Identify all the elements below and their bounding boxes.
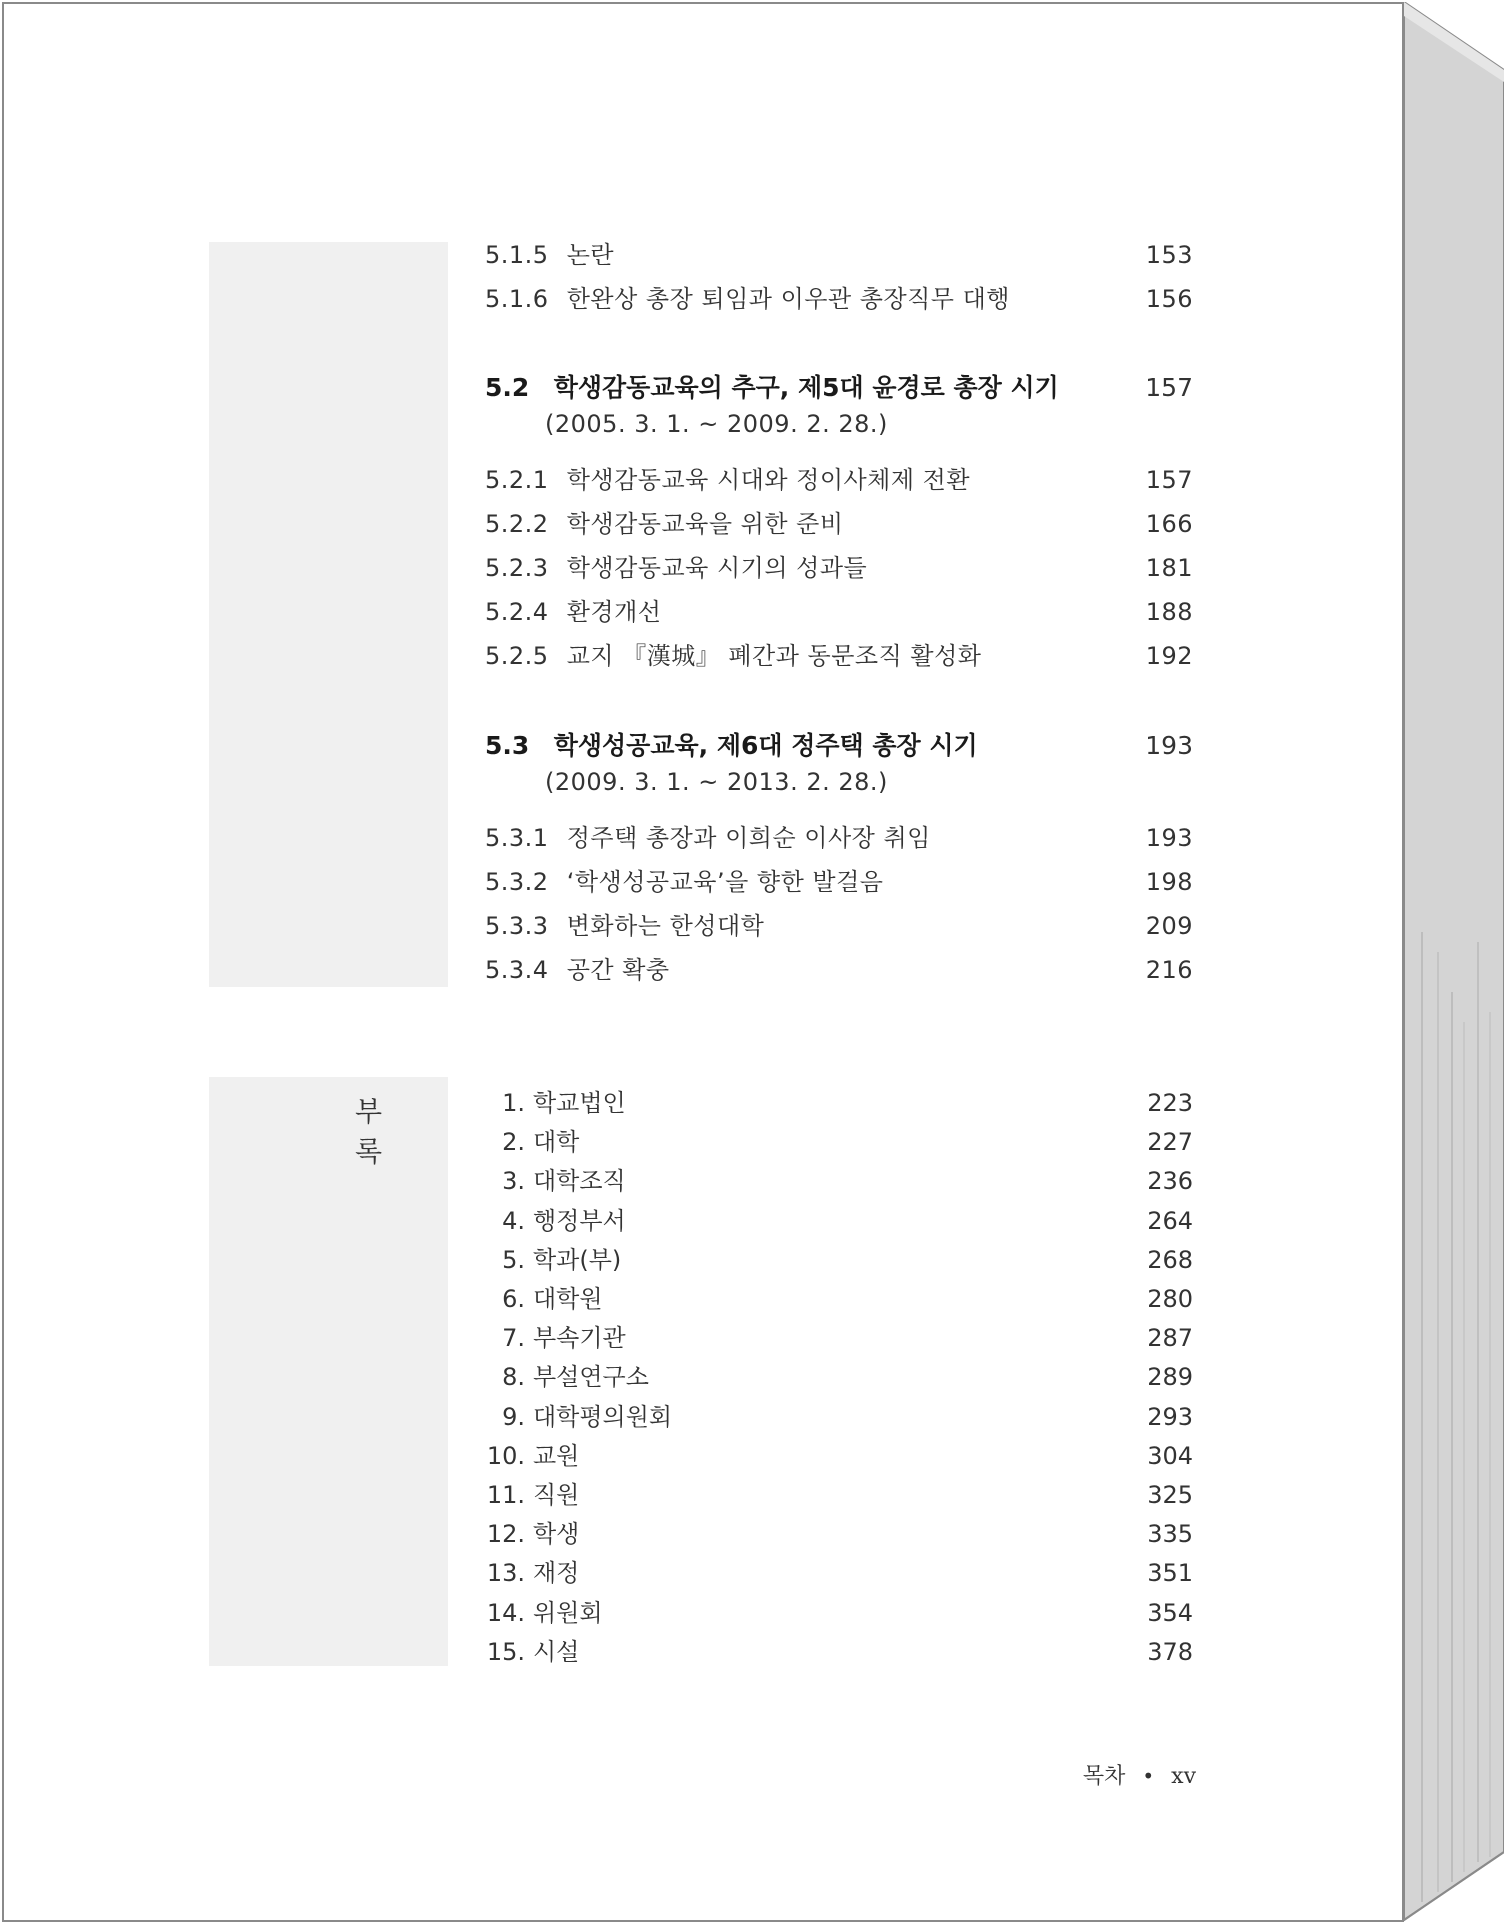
entry-number: 2. (502, 1128, 525, 1157)
appendix-label: 부록 (355, 1095, 401, 1168)
entry-page: 351 (1147, 1559, 1193, 1588)
toc-entry-5-3-3[interactable] (485, 908, 1193, 944)
entry-number: 11. (486, 1481, 525, 1509)
entry-number: 6. (502, 1285, 525, 1313)
entry-number: 5. (502, 1245, 525, 1274)
section-title: 학생감동교육의 추구, 제5대 윤경로 총장 시기 (553, 373, 1059, 402)
entry-title: 대학원 (533, 1285, 603, 1313)
entry-title: 위원회 (533, 1598, 603, 1627)
entry-page: 264 (1147, 1206, 1193, 1235)
entry-number: 7. (502, 1324, 525, 1353)
entry-page: 153 (1145, 241, 1193, 269)
entry-number: 5.1.6 (485, 285, 549, 313)
entry-number: 5.3.4 (485, 956, 549, 984)
toc-entry-5-2-3[interactable] (485, 550, 1193, 586)
appendix-entry[interactable] (485, 1477, 1193, 1513)
toc-entry-5-1-6[interactable] (485, 281, 1193, 317)
footer-label: 목차 (1082, 1764, 1126, 1789)
entry-page: 289 (1147, 1363, 1193, 1392)
entry-number: 8. (502, 1363, 525, 1392)
entry-number: 5.3.3 (485, 912, 549, 940)
appendix-entry[interactable] (485, 1085, 1193, 1121)
entry-title: 부속기관 (533, 1324, 626, 1353)
section-period: (2005. 3. 1. ~ 2009. 2. 28.) (545, 410, 888, 438)
entry-title: 변화하는 한성대학 (566, 912, 765, 940)
footer-bullet: • (1142, 1764, 1155, 1788)
entry-page: 287 (1147, 1324, 1193, 1353)
entry-title: 학생 (533, 1520, 580, 1549)
entry-title: 재정 (533, 1559, 580, 1588)
toc-entry-5-1-5[interactable] (485, 237, 1193, 273)
entry-page: 157 (1145, 466, 1193, 494)
entry-page: 223 (1147, 1089, 1193, 1117)
entry-title: 직원 (533, 1481, 580, 1509)
entry-number: 3. (502, 1167, 525, 1196)
entry-page: 192 (1145, 642, 1193, 670)
entry-page: 335 (1147, 1520, 1193, 1549)
entry-number: 4. (502, 1206, 525, 1235)
entry-number: 5.2.5 (485, 642, 549, 670)
entry-number: 5.2.3 (485, 554, 549, 582)
toc-section-5-2[interactable] (485, 368, 1193, 408)
entry-number: 5.3.1 (485, 824, 549, 852)
appendix-entry[interactable] (485, 1595, 1193, 1631)
entry-page: 209 (1145, 912, 1193, 940)
entry-title: 학교법인 (533, 1089, 626, 1117)
toc-entry-5-2-2[interactable] (485, 506, 1193, 542)
entry-title: 대학 (533, 1128, 580, 1157)
toc-entry-5-3-1[interactable] (485, 820, 1193, 856)
toc-entry-5-3-2[interactable] (485, 864, 1193, 900)
toc-section-5-3[interactable] (485, 726, 1193, 766)
appendix-entry[interactable] (485, 1555, 1193, 1591)
toc-entry-5-3-4[interactable] (485, 952, 1193, 988)
entry-number: 5.2.4 (485, 598, 549, 626)
entry-title: 학생감동교육 시기의 성과들 (566, 554, 868, 582)
toc-entry-5-2-1[interactable] (485, 462, 1193, 498)
entry-page: 325 (1147, 1481, 1193, 1509)
entry-title: 교원 (533, 1441, 580, 1470)
appendix-entry[interactable] (485, 1438, 1193, 1474)
section-page: 157 (1145, 373, 1193, 402)
entry-number: 14. (486, 1598, 525, 1627)
entry-page: 280 (1147, 1285, 1193, 1313)
entry-page: 188 (1145, 598, 1193, 626)
entry-number: 1. (502, 1089, 525, 1117)
appendix-entry[interactable] (485, 1242, 1193, 1278)
entry-title: 시설 (533, 1637, 580, 1666)
entry-title: 정주택 총장과 이희순 이사장 취임 (566, 824, 931, 852)
footer-page-number: xv (1171, 1764, 1196, 1789)
entry-title: 한완상 총장 퇴임과 이우관 총장직무 대행 (566, 285, 1010, 313)
entry-page: 198 (1145, 868, 1193, 896)
toc-entry-5-2-4[interactable] (485, 594, 1193, 630)
entry-page: 236 (1147, 1167, 1193, 1196)
appendix-entry[interactable] (485, 1399, 1193, 1435)
appendix-entry[interactable] (485, 1634, 1193, 1670)
entry-number: 9. (502, 1402, 525, 1431)
entry-page: 156 (1145, 285, 1193, 313)
appendix-entry[interactable] (485, 1281, 1193, 1317)
entry-title: 교지 『漢城』 폐간과 동문조직 활성화 (566, 642, 982, 670)
appendix-entry[interactable] (485, 1124, 1193, 1160)
entry-page: 378 (1147, 1637, 1193, 1666)
entry-page: 181 (1145, 554, 1193, 582)
section-number: 5.3 (485, 731, 530, 760)
appendix-entry[interactable] (485, 1203, 1193, 1239)
entry-number: 5.2.1 (485, 466, 549, 494)
entry-title: 학생감동교육을 위한 준비 (566, 510, 844, 538)
entry-number: 12. (486, 1520, 525, 1549)
entry-number: 5.3.2 (485, 868, 549, 896)
entry-page: 166 (1145, 510, 1193, 538)
entry-page: 354 (1147, 1598, 1193, 1627)
entry-number: 15. (486, 1637, 525, 1666)
page-footer (1083, 1758, 1196, 1795)
entry-title: 행정부서 (533, 1206, 626, 1235)
section-title: 학생성공교육, 제6대 정주택 총장 시기 (553, 731, 978, 760)
entry-title: 논란 (566, 241, 615, 269)
appendix-entry[interactable] (485, 1163, 1193, 1199)
entry-page: 216 (1145, 956, 1193, 984)
entry-title: 부설연구소 (533, 1363, 649, 1392)
entry-page: 227 (1147, 1128, 1193, 1157)
entry-page: 268 (1147, 1245, 1193, 1274)
toc-entry-5-2-5[interactable] (485, 638, 1193, 674)
entry-title: 대학평의원회 (533, 1402, 673, 1431)
section-number: 5.2 (485, 373, 530, 402)
entry-title: 학생감동교육 시대와 정이사체제 전환 (566, 466, 971, 494)
entry-title: 대학조직 (533, 1167, 626, 1196)
entry-number: 5.1.5 (485, 241, 549, 269)
appendix-entry[interactable] (485, 1320, 1193, 1356)
entry-page: 193 (1145, 824, 1193, 852)
appendix-entry[interactable] (485, 1516, 1193, 1552)
entry-title: 환경개선 (566, 598, 662, 626)
entry-page: 304 (1147, 1441, 1193, 1470)
section-page: 193 (1145, 731, 1193, 760)
entry-number: 10. (486, 1441, 525, 1470)
entry-title: 학과(부) (533, 1245, 622, 1274)
appendix-entry[interactable] (485, 1359, 1193, 1395)
entry-title: 공간 확충 (566, 956, 670, 984)
entry-number: 13. (486, 1559, 525, 1588)
entry-number: 5.2.2 (485, 510, 549, 538)
section-period: (2009. 3. 1. ~ 2013. 2. 28.) (545, 768, 888, 796)
entry-title: ‘학생성공교육’을 향한 발걸음 (566, 868, 884, 896)
entry-page: 293 (1147, 1402, 1193, 1431)
